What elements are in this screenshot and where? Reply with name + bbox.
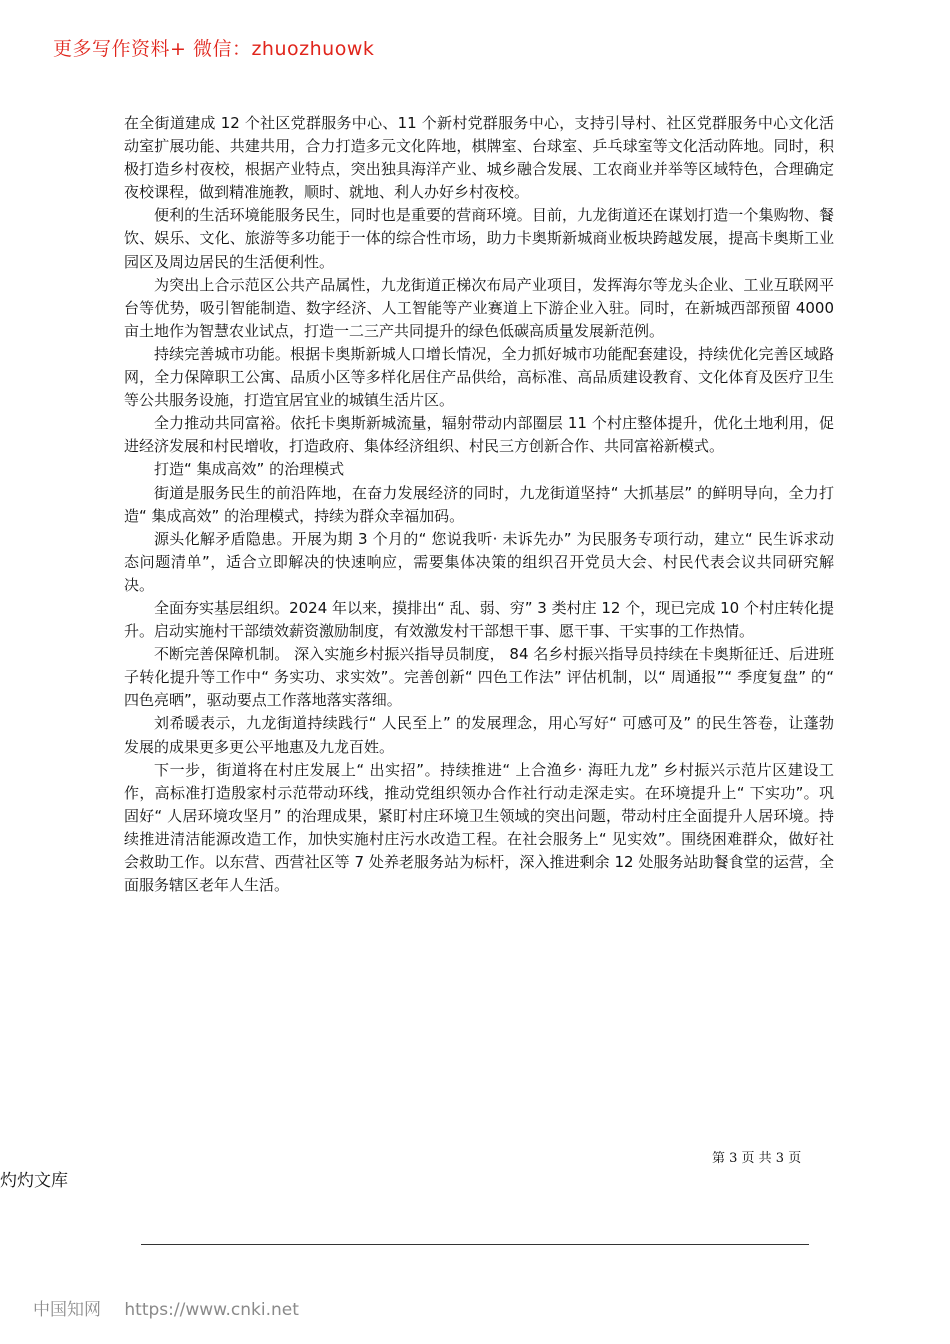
watermark-name: 中国知网 bbox=[33, 1300, 101, 1320]
watermark-url[interactable]: https://www.cnki.net bbox=[124, 1300, 299, 1320]
paragraph: 不断完善保障机制。 深入实施乡村振兴指导员制度， 84 名乡村振兴指导员持续在卡奥斯征迁、后进班子转化提升等工作中“ 务实功、求实效”。完善创新“ 四色工作法” 评估机制，以“ 周通报”“ 季度复盘” 的“ 四色亮晒”，驱动要点工作落地落实落细。 bbox=[124, 645, 834, 710]
paragraph: 下一步，街道将在村庄发展上“ 出实招”。持续推进“ 上合渔乡· 海旺九龙” 乡村振兴示范片区建设工作，高标准打造殷家村示范带动环线，推动党组织领办合作社行动走深走实。在环境提升上“ 下实功”。巩固好“ 人居环境攻坚月” 的治理成果，紧盯村庄环境卫生领域的突出问题，带动村庄全面提升人居环境。持续推进清洁能源改造工作，加快实施村庄污水改造工程。在社会服务上“ 见实效”。围绕困难群众，做好社会救助工作。以东营、西营社区等 7 处养老服务站为标杆，深入推进剩余 12 处服务站助餐食堂的运营，全面服务辖区老年人生活。 bbox=[124, 760, 834, 895]
library-name: 灼灼文库 bbox=[0, 1171, 68, 1191]
paragraph: 街道是服务民生的前沿阵地，在奋力发展经济的同时，九龙街道坚持“ 大抓基层” 的鲜明导向，全力打造“ 集成高效” 的治理模式，持续为群众幸福加码。 bbox=[124, 483, 834, 525]
paragraph: 在全街道建成 12 个社区党群服务中心、11 个新村党群服务中心，支持引导村、社区党群服务中心文化活动室扩展功能、共建共用，合力打造多元文化阵地，棋牌室、台球室、乒乓球室等文化活动阵地。同时，积极打造乡村夜校，根据产业特点，突出独具海洋产业、城乡融合发展、工农商业并举等区域特色，合理确定夜校课程，做到精准施教，顺时、就地、利人办好乡村夜校。 bbox=[124, 114, 834, 202]
section-heading: 打造“ 集成高效” 的治理模式 bbox=[154, 460, 345, 479]
cnki-watermark bbox=[33, 1295, 299, 1320]
paragraph: 便利的生活环境能服务民生，同时也是重要的营商环境。目前，九龙街道还在谋划打造一个集购物、餐饮、娱乐、文化、旅游等多功能于一体的综合性市场，助力卡奥斯新城商业板块跨越发展，提高卡奥斯工业园区及周边居民的生活便利性。 bbox=[124, 206, 834, 271]
paragraph: 全力推动共同富裕。依托卡奥斯新城流量，辐射带动内部圈层 11 个村庄整体提升，优化土地利用，促进经济发展和村民增收，打造政府、集体经济组织、村民三方创新合作、共同富裕新模式。 bbox=[124, 414, 834, 456]
footer-divider bbox=[141, 1244, 809, 1245]
paragraph: 源头化解矛盾隐患。开展为期 3 个月的“ 您说我听· 未诉先办” 为民服务专项行动，建立“ 民生诉求动态问题清单”，适合立即解决的快速响应，需要集体决策的组织召开党员大会、村民代表会议共同研究解决。 bbox=[124, 529, 834, 594]
paragraph: 刘希暖表示，九龙街道持续践行“ 人民至上” 的发展理念，用心写好“ 可感可及” 的民生答卷，让蓬勃发展的成果更多更公平地惠及九龙百姓。 bbox=[124, 714, 834, 756]
paragraph: 全面夯实基层组织。2024 年以来，摸排出“ 乱、弱、穷” 3 类村庄 12 个，现已完成 10 个村庄转化提升。启动实施村干部绩效薪资激励制度，有效激发村干部想干事、愿干事、干实事的工作热情。 bbox=[124, 598, 834, 641]
document-body bbox=[124, 112, 834, 897]
paragraph: 为突出上合示范区公共产品属性，九龙街道正梯次布局产业项目，发挥海尔等龙头企业、工业互联网平台等优势，吸引智能制造、数字经济、人工智能等产业赛道上下游企业入驻。同时，在新城西部预留 4000 亩土地作为智慧农业试点，打造一二三产共同提升的绿色低碳高质量发展新范例。 bbox=[124, 275, 834, 340]
paragraph: 持续完善城市功能。根据卡奥斯新城人口增长情况，全力抓好城市功能配套建设，持续优化完善区域路网，全力保障职工公寓、品质小区等多样化居住产品供给，高标准、高品质建设教育、文化体育及医疗卫生等公共服务设施，打造宜居宜业的城镇生活片区。 bbox=[124, 344, 834, 410]
page-number: 第 3 页 共 3 页 bbox=[712, 1151, 802, 1166]
promo-header: 更多写作资料+ 微信：zhuozhuowk bbox=[53, 38, 375, 60]
